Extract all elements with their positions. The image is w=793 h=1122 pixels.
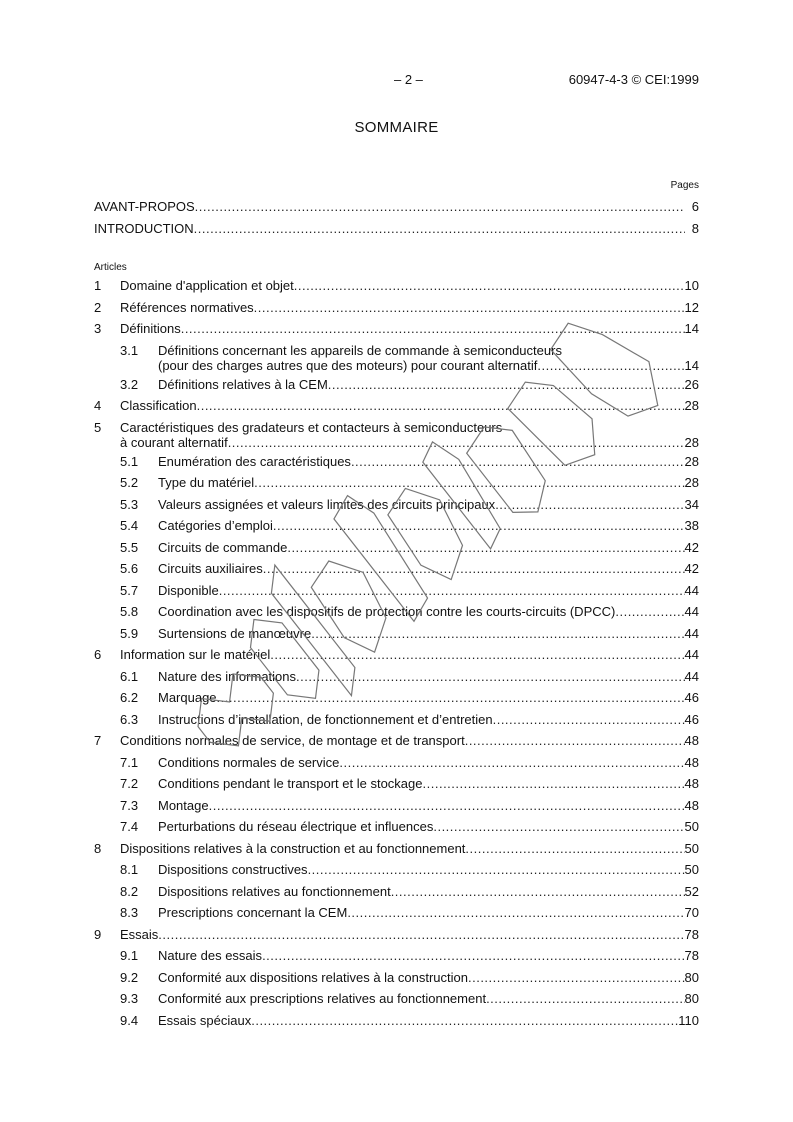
- dot-leader: [328, 377, 685, 392]
- toc-entry-label: Catégories d’emploi: [158, 518, 273, 533]
- toc-entry: [94, 968, 699, 990]
- toc-entry: [94, 710, 699, 732]
- toc-entry-label: Marquage: [158, 690, 217, 705]
- toc-entry-text: [158, 497, 699, 512]
- toc-entry-number: 3.1: [120, 342, 139, 358]
- toc-entry: [94, 903, 699, 925]
- toc-entry-number: 2: [94, 299, 102, 315]
- toc-entry-page: 50: [684, 862, 699, 877]
- toc-entry-text: [158, 540, 699, 555]
- toc-entry-text: [158, 948, 699, 963]
- toc-entry-text: [120, 841, 699, 856]
- toc-entry-label: Conditions pendant le transport et le stockage: [158, 776, 423, 791]
- articles-label: Articles: [94, 262, 127, 273]
- toc-entry-number: 9.2: [120, 969, 139, 985]
- toc-entry-number: 9: [94, 926, 102, 942]
- toc-entry-label: Dispositions relatives au fonctionnement: [158, 883, 391, 899]
- toc-entry-label: Conformité aux dispositions relatives à la construction: [158, 969, 468, 985]
- toc-entry-text: [158, 712, 699, 727]
- toc-entry: [94, 341, 699, 375]
- toc-entry-text: [158, 604, 699, 619]
- toc-entry: [94, 817, 699, 839]
- toc-entry-label: Disponible: [158, 582, 219, 598]
- toc-entry: [94, 559, 699, 581]
- dot-leader: [287, 540, 684, 555]
- toc-entry: [94, 396, 699, 418]
- toc-entry-text: [158, 583, 699, 598]
- toc-entry-number: 3: [94, 321, 102, 336]
- dot-leader: [254, 475, 684, 490]
- dot-leader: [254, 300, 685, 315]
- toc-entry-label: Surtensions de manœuvre: [158, 625, 312, 641]
- toc-entry-text: [120, 733, 699, 748]
- toc-entry-page: 46: [684, 690, 699, 705]
- toc-entry-page: 46: [684, 711, 699, 727]
- toc-entry-page: 12: [684, 299, 699, 315]
- dot-leader: [294, 278, 685, 293]
- toc-entry: [94, 538, 699, 560]
- toc-entry-text: [94, 221, 699, 236]
- toc-entry-page: 44: [684, 604, 699, 619]
- toc-entry-text: [158, 669, 699, 684]
- toc-entry-text: [158, 819, 699, 834]
- toc-entry-label: Essais spéciaux: [158, 1012, 252, 1028]
- pages-column-label: Pages: [670, 180, 699, 191]
- toc-entry-label: Définitions: [120, 321, 181, 336]
- toc-entry: [94, 946, 699, 968]
- toc-entry-page: 6: [691, 199, 699, 214]
- dot-leader: [209, 798, 685, 813]
- dot-leader: [465, 841, 684, 856]
- dot-leader: [465, 733, 685, 748]
- toc-entry: [94, 276, 699, 298]
- dot-leader: [197, 398, 685, 413]
- document-reference: 60947-4-3 © CEI:1999: [568, 72, 699, 87]
- toc-entry-continuation: [120, 435, 699, 450]
- toc-entry-page: 48: [684, 733, 699, 748]
- toc-entry-label: Définitions concernant les appareils de commande à semiconducteurs: [158, 342, 562, 358]
- toc-entry-text: [158, 343, 699, 373]
- toc-entry: [94, 219, 699, 239]
- toc-entry-page: 80: [684, 969, 699, 985]
- toc-entry-label: INTRODUCTION: [94, 221, 194, 236]
- toc-entry-label: Valeurs assignées et valeurs limites des circuits principaux: [158, 496, 496, 512]
- toc-entry-number: 5.2: [120, 475, 139, 490]
- toc-entry-text: [158, 776, 699, 791]
- toc-entry-label: Coordination avec les dispositifs de protection contre les courts-circuits (DPCC): [158, 604, 616, 619]
- toc-entry-number: 7: [94, 733, 102, 748]
- toc-entry-number: 6.1: [120, 668, 139, 684]
- dot-leader: [273, 518, 685, 533]
- dot-leader: [219, 583, 685, 598]
- dot-leader: [262, 948, 684, 963]
- toc-entry-number: 6.3: [120, 711, 139, 727]
- toc-entry-page: 10: [684, 278, 699, 293]
- toc-entry-page: 70: [684, 905, 699, 920]
- toc-entry-text: [158, 475, 699, 490]
- toc-entry-page: 50: [684, 819, 699, 834]
- dot-leader: [251, 1013, 678, 1028]
- toc-entry-label: Nature des informations: [158, 668, 297, 684]
- toc-entry-text: [120, 398, 699, 413]
- toc-entry-page: 44: [684, 625, 699, 641]
- toc-entry-number: 5: [94, 419, 102, 435]
- dot-leader: [339, 755, 684, 770]
- toc-entry-page: 28: [684, 398, 699, 413]
- toc-entry-text: [94, 199, 699, 214]
- dot-leader: [615, 604, 684, 619]
- toc-entry-text: [120, 420, 699, 450]
- toc-entry-number: 9.1: [120, 948, 139, 963]
- toc-entry: [94, 860, 699, 882]
- toc-entry-label: Références normatives: [120, 299, 254, 315]
- toc-entry-text: [158, 884, 699, 899]
- toc-entry: [94, 319, 699, 341]
- toc-entry-label-continued: à courant alternatif: [120, 434, 228, 450]
- dot-leader: [217, 690, 685, 705]
- dot-leader: [308, 862, 685, 877]
- toc-entry-number: 5.8: [120, 604, 139, 619]
- toc-entry-label-continued: (pour des charges autres que des moteurs) pour courant alternatif: [158, 357, 538, 373]
- toc-entry: [94, 581, 699, 603]
- toc-entry-page: 48: [684, 797, 699, 813]
- toc-entry-page: 44: [684, 668, 699, 684]
- toc-entry-page: 80: [684, 991, 699, 1006]
- toc-entry-page: 78: [684, 948, 699, 963]
- page-title: SOMMAIRE: [354, 119, 439, 136]
- dot-leader: [347, 905, 684, 920]
- toc-entry-number: 6: [94, 647, 102, 662]
- toc-entry-number: 7.3: [120, 797, 139, 813]
- toc-entry: [94, 197, 699, 217]
- toc-entry: [94, 925, 699, 947]
- dot-leader: [311, 626, 684, 641]
- toc-entry-text: [120, 321, 699, 336]
- dot-leader: [495, 497, 684, 512]
- toc-entry-text: [158, 991, 699, 1006]
- toc-entry-text: [120, 927, 699, 942]
- toc-entry: [94, 989, 699, 1011]
- toc-entry: [94, 298, 699, 320]
- dot-leader: [195, 199, 685, 214]
- toc-entry-text: [158, 970, 699, 985]
- dot-leader: [486, 991, 684, 1006]
- toc-entry-label: Information sur le matériel: [120, 647, 271, 662]
- toc-entry-text: [158, 454, 699, 469]
- toc-entry-text: [158, 690, 699, 705]
- toc-entry-number: 5.5: [120, 539, 139, 555]
- toc-entry-page: 42: [684, 539, 699, 555]
- dot-leader: [433, 819, 684, 834]
- toc-entry-label: Caractéristiques des gradateurs et contacteurs à semiconducteurs: [120, 419, 503, 435]
- toc-entry-number: 7.1: [120, 754, 139, 770]
- toc-entry: [94, 452, 699, 474]
- toc-entry-number: 9.3: [120, 991, 139, 1006]
- toc-entry: [94, 667, 699, 689]
- toc-entry: [94, 753, 699, 775]
- toc-entry-label: Enumération des caractéristiques: [158, 453, 351, 469]
- toc-entry-text: [158, 518, 699, 533]
- toc-entry-page: 110: [678, 1012, 699, 1028]
- dot-leader: [423, 776, 685, 791]
- toc-entry-label: Nature des essais: [158, 948, 263, 963]
- toc-entry-number: 6.2: [120, 690, 139, 705]
- toc-entry-label: Circuits auxiliaires: [158, 561, 263, 576]
- toc-entry-label: Domaine d'application et objet: [120, 278, 294, 293]
- toc-entry-number: 5.3: [120, 496, 139, 512]
- toc-entry-label: Prescriptions concernant la CEM: [158, 905, 348, 920]
- toc-entry: [94, 688, 699, 710]
- toc-entry-text: [158, 561, 699, 576]
- toc-entry-page: 48: [684, 754, 699, 770]
- toc-entry-number: 8.2: [120, 883, 139, 899]
- toc-entry-label: Classification: [120, 398, 197, 413]
- toc-entry-page: 78: [684, 926, 699, 942]
- toc-entry: [94, 473, 699, 495]
- toc-entry-page: 26: [684, 376, 699, 392]
- dot-leader: [263, 561, 685, 576]
- toc-entry-page: 38: [684, 518, 699, 533]
- toc-entry-label: Essais: [120, 926, 159, 942]
- toc-entry-label: Dispositions constructives: [158, 862, 308, 877]
- toc-entry: [94, 516, 699, 538]
- toc-entry-number: 1: [94, 278, 102, 293]
- toc-entry-page: 14: [684, 321, 699, 336]
- toc-entry: [94, 731, 699, 753]
- dot-leader: [158, 927, 684, 942]
- toc-entry-number: 5.9: [120, 625, 139, 641]
- dot-leader: [270, 647, 684, 662]
- toc-entry-label: Conformité aux prescriptions relatives au fonctionnement: [158, 991, 487, 1006]
- toc-entry-label: Circuits de commande: [158, 539, 288, 555]
- dot-leader: [537, 358, 684, 373]
- toc-entry-number: 4: [94, 398, 102, 413]
- toc-entry-text: [158, 905, 699, 920]
- toc-entry: [94, 645, 699, 667]
- toc-entry-page: 44: [684, 582, 699, 598]
- toc-entry-page: 48: [684, 776, 699, 791]
- toc-entry: [94, 375, 699, 397]
- toc-entry-text: [158, 377, 699, 392]
- dot-leader: [181, 321, 685, 336]
- toc-entry-page: 42: [684, 561, 699, 576]
- page-number: – 2 –: [394, 72, 423, 87]
- dot-leader: [296, 669, 685, 684]
- dot-leader: [391, 884, 685, 899]
- dot-leader: [228, 435, 685, 450]
- toc-entry-text: [120, 300, 699, 315]
- toc-entry: [94, 796, 699, 818]
- toc-entry-number: 7.2: [120, 776, 139, 791]
- toc-entry-page: 28: [684, 453, 699, 469]
- toc-entry-text: [158, 1013, 699, 1028]
- toc-entry-number: 8.3: [120, 905, 139, 920]
- toc-entry-label: Conditions normales de service: [158, 754, 340, 770]
- toc-entry-number: 8: [94, 840, 102, 856]
- toc-entry-label: Définitions relatives à la CEM: [158, 376, 328, 392]
- toc-entry-page: 14: [684, 357, 699, 373]
- toc-entry-page: 28: [684, 475, 699, 490]
- toc-entry-text: [158, 626, 699, 641]
- toc-entry-number: 7.4: [120, 819, 139, 834]
- toc-entry-number: 5.7: [120, 582, 139, 598]
- toc-entry: [94, 418, 699, 452]
- toc-entry-page: 44: [684, 647, 699, 662]
- toc-entry-page: 28: [684, 434, 699, 450]
- toc-entry-label: Perturbations du réseau électrique et influences: [158, 819, 434, 834]
- toc-entry: [94, 839, 699, 861]
- toc-entry: [94, 495, 699, 517]
- toc-entry-label: Instructions d’installation, de fonctionnement et d’entretien: [158, 711, 493, 727]
- toc-entry-text: [158, 862, 699, 877]
- toc-entry-text: [120, 278, 699, 293]
- toc-entry-label: Montage: [158, 797, 209, 813]
- toc-entry-page: 52: [684, 883, 699, 899]
- dot-leader: [468, 970, 685, 985]
- toc-entry-continuation: [158, 358, 699, 373]
- toc-entry-text: [158, 798, 699, 813]
- toc-entry-number: 5.4: [120, 518, 139, 533]
- toc-entry-page: 34: [684, 496, 699, 512]
- dot-leader: [493, 712, 685, 727]
- toc-entry-text: [158, 755, 699, 770]
- toc-entry: [94, 1011, 699, 1033]
- toc-entry-page: 8: [691, 221, 699, 236]
- toc-entry-number: 8.1: [120, 862, 139, 877]
- toc-entry-label: Type du matériel: [158, 475, 255, 490]
- toc-entry-number: 5.1: [120, 453, 139, 469]
- toc-entry-page: 50: [684, 840, 699, 856]
- toc-entry-label: AVANT-PROPOS: [94, 199, 195, 214]
- toc-entry-label: Dispositions relatives à la construction et au fonctionnement: [120, 840, 466, 856]
- toc-entry-text: [120, 647, 699, 662]
- toc-entry-label: Conditions normales de service, de montage et de transport: [120, 733, 465, 748]
- toc-entry: [94, 882, 699, 904]
- toc-entry-number: 5.6: [120, 561, 139, 576]
- toc-entry: [94, 624, 699, 646]
- toc-entry-number: 3.2: [120, 376, 139, 392]
- toc-entry: [94, 602, 699, 624]
- page-header: [94, 72, 699, 92]
- toc-entry-number: 9.4: [120, 1012, 139, 1028]
- dot-leader: [194, 221, 685, 236]
- dot-leader: [351, 454, 685, 469]
- toc-entry: [94, 774, 699, 796]
